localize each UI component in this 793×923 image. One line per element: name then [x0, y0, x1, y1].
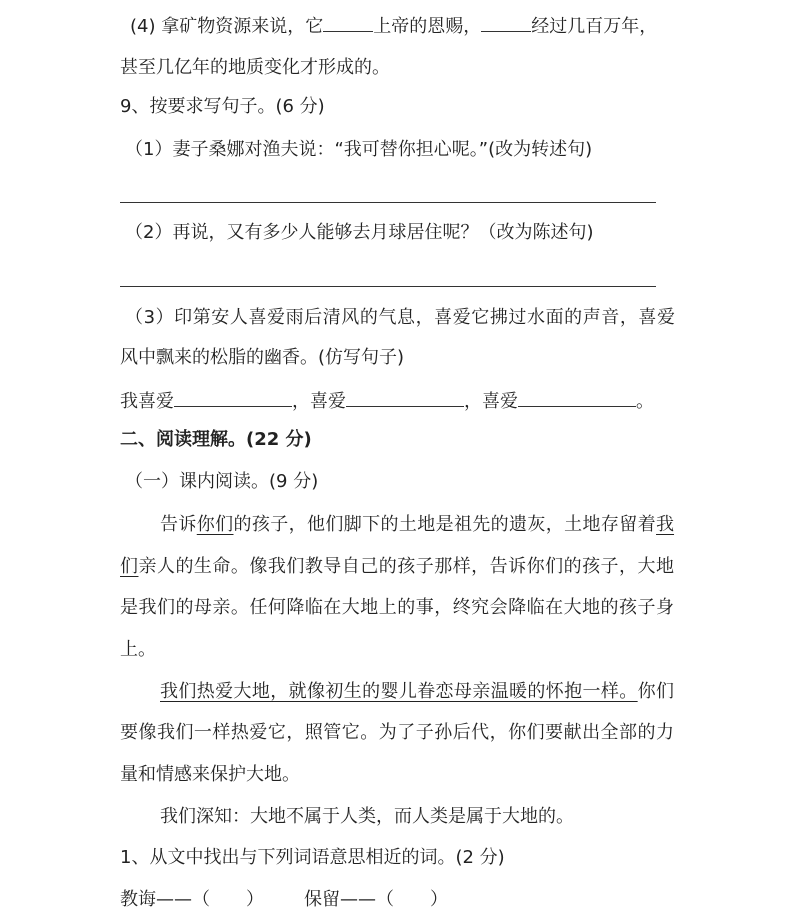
section-subtitle: （一）课内阅读。(9 分) [125, 471, 319, 492]
answer-line[interactable] [120, 202, 656, 203]
answer-blank[interactable] [174, 388, 292, 407]
answer-blank[interactable] [346, 388, 464, 407]
answer-blank[interactable] [323, 13, 373, 32]
q9-s3-line2: 风中飘来的松脂的幽香。(仿写句子) [120, 347, 405, 368]
passage-line: 上。 [120, 639, 156, 660]
q9-s3-line1: （3）印第安人喜爱雨后清风的气息，喜爱它拂过水面的声音，喜爱 [125, 307, 675, 328]
underlined-text: 你们 [196, 514, 234, 535]
q1-answers [120, 888, 448, 912]
text: 。 [636, 391, 654, 412]
q1-title: 1、从文中找出与下列词语意思相近的词。(2 分) [120, 847, 505, 868]
underlined-text: 我 [656, 514, 675, 535]
text: 的孩子，他们脚下的土地是祖先的遗灰，土地存留着 [233, 514, 657, 535]
passage-line: 是我们的母亲。任何降临在大地上的事，终究会降临在大地的孩子身 [120, 597, 674, 618]
passage-line: 量和情感来保护大地。 [120, 764, 300, 785]
text: ，喜爱 [464, 391, 518, 412]
q9-s2: （2）再说，又有多少人能够去月球居住呢？（改为陈述句) [125, 222, 594, 243]
passage-line [160, 513, 674, 537]
passage-line: 我们深知：大地不属于人类，而人类是属于大地的。 [160, 806, 574, 827]
text: 告诉 [160, 514, 197, 535]
passage-line: 要像我们一样热爱它，照管它。为了子孙后代，你们要献出全部的力 [120, 722, 674, 743]
section-title: 二、阅读理解。(22 分) [120, 429, 312, 450]
text: 亲人的生命。像我们教导自己的孩子那样，告诉你们的孩子，大地 [138, 556, 674, 577]
passage-line [160, 680, 674, 704]
text: ） [246, 889, 264, 910]
text: 经过几百万年， [531, 16, 658, 37]
text: 教诲——（ [120, 889, 210, 910]
underlined-sentence: 我们热爱大地，就像初生的婴儿眷恋母亲温暖的怀抱一样。 [160, 681, 638, 702]
text: 上帝的恩赐， [373, 16, 482, 37]
answer-line[interactable] [120, 286, 656, 287]
q9-title: 9、按要求写句子。(6 分) [120, 96, 325, 117]
text: 我喜爱 [120, 391, 174, 412]
answer-blank[interactable] [518, 388, 636, 407]
text: ，喜爱 [292, 391, 346, 412]
q8-4-line2: 甚至几亿年的地质变化才形成的。 [120, 57, 390, 78]
text: (4) 拿矿物资源来说，它 [130, 16, 324, 37]
q9-s3-fill [120, 388, 654, 414]
passage-line [120, 555, 674, 579]
underlined-text: 们 [120, 556, 139, 577]
q9-s1: （1）妻子桑娜对渔夫说：“我可替你担心呢。”(改为转述句) [125, 139, 593, 160]
text: 你们 [637, 681, 675, 702]
text: ） [430, 889, 448, 910]
q8-4-line1 [130, 13, 657, 39]
answer-blank[interactable] [481, 13, 531, 32]
text: 保留——（ [304, 889, 394, 910]
